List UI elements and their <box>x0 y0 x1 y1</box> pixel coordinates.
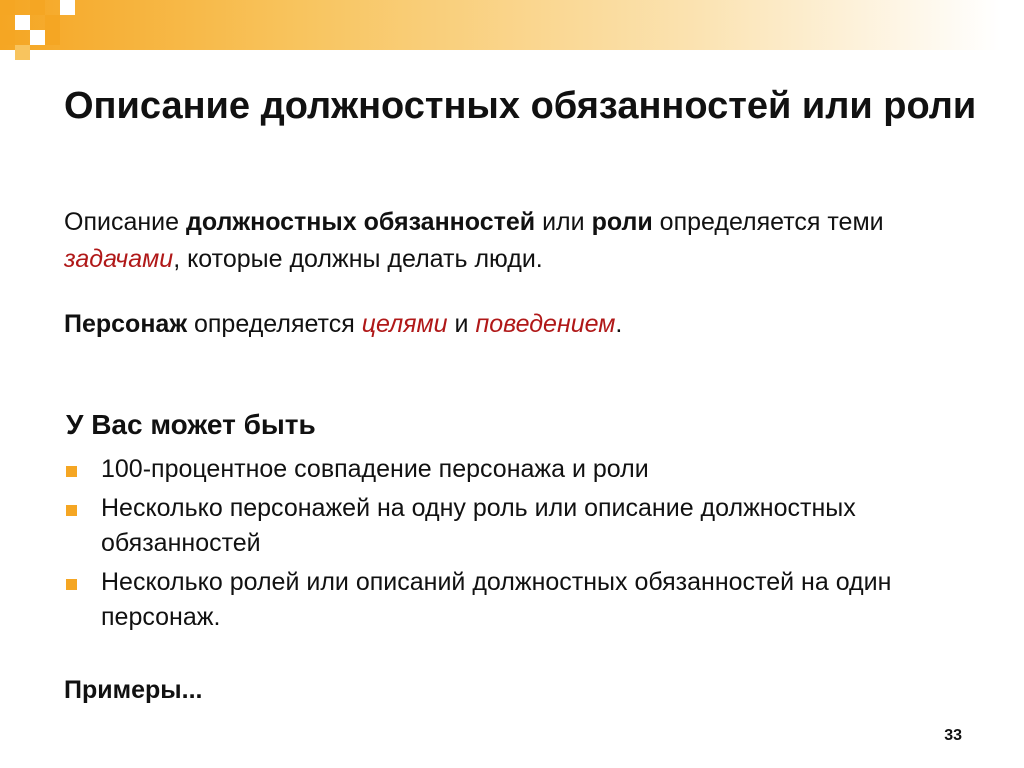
examples-label: Примеры... <box>64 676 203 704</box>
list-item-text: Несколько ролей или описаний должностных обязанностей на один персонаж. <box>101 568 892 631</box>
decor-square <box>30 30 45 45</box>
intro-text: или <box>535 208 592 236</box>
decor-square <box>15 15 30 30</box>
bullet-square-icon <box>66 579 77 590</box>
intro-bold-duties: должностных обязанностей <box>185 208 536 236</box>
decor-square <box>30 0 45 15</box>
intro-paragraph <box>64 204 964 278</box>
decor-square <box>15 45 30 60</box>
persona-text: и <box>447 310 476 338</box>
bullet-square-icon <box>66 505 77 516</box>
decor-square <box>60 0 75 15</box>
persona-emphasis-goals: целями <box>361 310 448 338</box>
intro-text: Описание <box>64 208 186 236</box>
header-gradient-band <box>0 0 1024 50</box>
decor-square <box>45 30 60 45</box>
page-number: 33 <box>944 727 962 744</box>
intro-text: , которые должны делать люди. <box>173 245 543 273</box>
decor-square <box>0 0 15 15</box>
decor-square <box>45 15 60 30</box>
subheading: У Вас может быть <box>66 409 316 440</box>
persona-text: определяется <box>187 310 362 338</box>
intro-emphasis-tasks: задачами <box>64 245 174 273</box>
persona-bold: Персонаж <box>64 310 188 338</box>
slide-title: Описание должностных обязанностей или роли <box>64 85 977 127</box>
bullet-list <box>64 452 984 639</box>
list-item-text: Несколько персонажей на одну роль или описание должностных обязанностей <box>101 494 856 557</box>
list-item <box>64 491 984 561</box>
persona-emphasis-behavior: поведением <box>475 310 616 338</box>
list-item <box>64 452 984 487</box>
intro-text: определяется теми <box>652 208 884 236</box>
persona-text: . <box>615 310 623 338</box>
list-item <box>64 565 984 635</box>
list-item-text: 100-процентное совпадение персонажа и роли <box>101 455 649 483</box>
intro-bold-role: роли <box>591 208 653 236</box>
decor-square <box>0 30 15 45</box>
persona-paragraph <box>64 306 964 343</box>
bullet-square-icon <box>66 466 77 477</box>
